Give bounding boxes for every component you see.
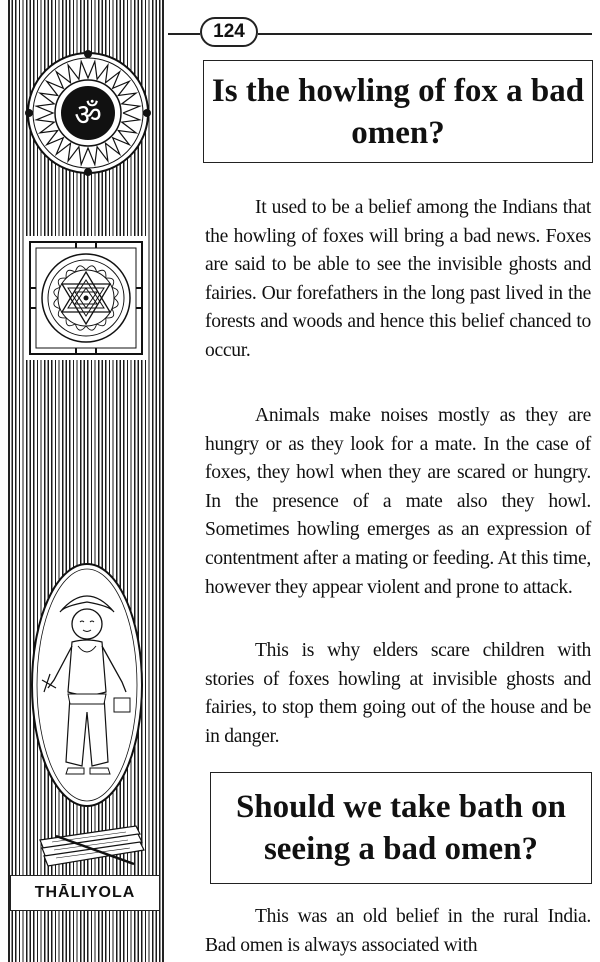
svg-text:ॐ: ॐ [74,98,102,133]
body-paragraph: This is why elders scare children with stories of foxes howling at invisible ghosts and fairies, to stop them going out of the house and be in danger. [205,640,591,747]
border-left-rule [8,0,10,962]
sidebar-caption: THĀLIYOLA [10,875,160,911]
palm-leaf-manuscript-icon [36,820,148,870]
section-title: Is the howling of fox a bad omen? [211,72,585,151]
sri-yantra-icon [24,236,148,360]
section-title: Should we take bath on seeing a bad omen? [235,789,567,867]
body-paragraph: It used to be a belief among the Indians that the howling of foxes will bring a bad news. Foxes are said to be able to see the invisible ghosts and fairies. Our forefathers in the long past lived in the forests and woods and hence this belief chanced to occur. [205,197,591,361]
page-number-rule-left [168,33,200,35]
deity-oval-illustration [30,562,144,808]
border-right-rule [162,0,164,962]
body-paragraph: Animals make noises mostly as they are hungry or as they look for a mate. In the case of foxes, they howl when they are scared or hungry. In the presence of a mate also they howl. Sometimes howling emerges as an expression of contentment after a mating or feeding. At this time, however they appear violent and prone to attack. [205,405,591,598]
om-medallion-icon [23,48,153,178]
section-heading [210,772,592,884]
page-number-rule-right [258,33,592,35]
page-number: 124 [200,17,258,47]
body-paragraph: This was an old belief in the rural India. Bad omen is always associated with [205,906,591,956]
section-heading [203,60,593,163]
